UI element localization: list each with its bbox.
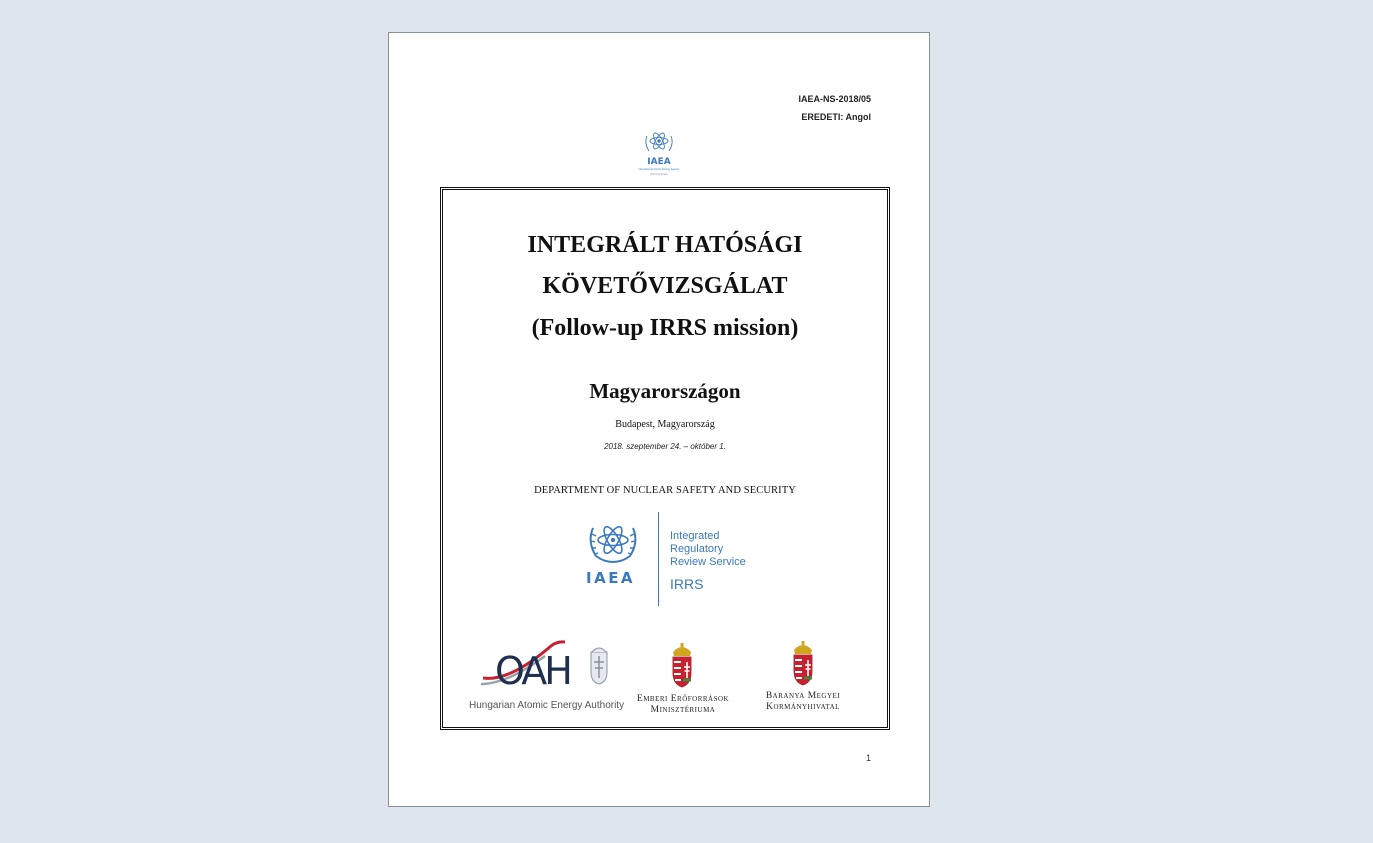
baranya-logo xyxy=(748,640,858,720)
emmi-name-line-1: Emberi Erőforrások xyxy=(636,694,730,704)
iaea-top-logo xyxy=(629,129,689,179)
irrs-name-line-1: Integrated xyxy=(670,530,720,542)
irrs-name-line-2: Regulatory xyxy=(670,543,724,555)
cover-title-line-2: KÖVETŐVIZSGÁLAT xyxy=(542,273,788,299)
emmi-logo xyxy=(623,642,743,722)
cover-title-line-3: (Follow-up IRRS mission) xyxy=(531,315,799,341)
iaea-emblem-icon xyxy=(646,132,672,151)
hungarian-coat-of-arms-icon xyxy=(670,642,694,690)
emmi-name-line-2: Minisztériuma xyxy=(650,705,716,715)
oah-caption: Hungarian Atomic Energy Authority xyxy=(469,700,625,711)
cover-title-line-1: INTEGRÁLT HATÓSÁGI xyxy=(527,232,803,258)
emmi-name xyxy=(623,694,743,716)
iaea-wordmark: IAEA xyxy=(586,569,636,587)
iaea-top-logo-motto: Atoms for Peace xyxy=(650,173,668,176)
hungarian-crest-icon xyxy=(591,648,607,684)
original-language-label: EREDETI : xyxy=(801,112,845,122)
baranya-name-line-1: Baranya Megyei xyxy=(765,691,841,701)
oah-logo-text: OAH xyxy=(495,649,570,693)
irrs-logo xyxy=(584,510,764,608)
irrs-acronym: IRRS xyxy=(670,576,704,592)
original-language xyxy=(801,112,871,122)
cover-dates: 2018. szeptember 24. – október 1. xyxy=(604,442,726,451)
oah-logo xyxy=(469,638,625,716)
iaea-top-logo-subtitle: International Atomic Energy Agency xyxy=(638,168,680,171)
page-number: 1 xyxy=(866,753,872,763)
irrs-name-line-3: Review Service xyxy=(670,556,746,568)
cover-department: DEPARTMENT OF NUCLEAR SAFETY AND SECURITY xyxy=(534,485,796,496)
hungarian-coat-of-arms-icon xyxy=(791,640,815,688)
cover-frame xyxy=(440,187,890,730)
irrs-divider xyxy=(658,512,659,606)
document-page xyxy=(388,32,930,807)
cover-city: Budapest, Magyarország xyxy=(615,419,715,430)
baranya-name xyxy=(748,691,858,713)
cover-country: Magyarországon xyxy=(589,379,741,403)
oah-logo-mark xyxy=(479,638,614,696)
original-language-value: Angol xyxy=(845,112,871,122)
baranya-name-line-2: Kormányhivatal xyxy=(766,702,840,712)
iaea-emblem-icon xyxy=(584,518,642,570)
iaea-top-logo-text: IAEA xyxy=(647,157,671,167)
document-id: IAEA-NS-2018/05 xyxy=(798,94,871,104)
